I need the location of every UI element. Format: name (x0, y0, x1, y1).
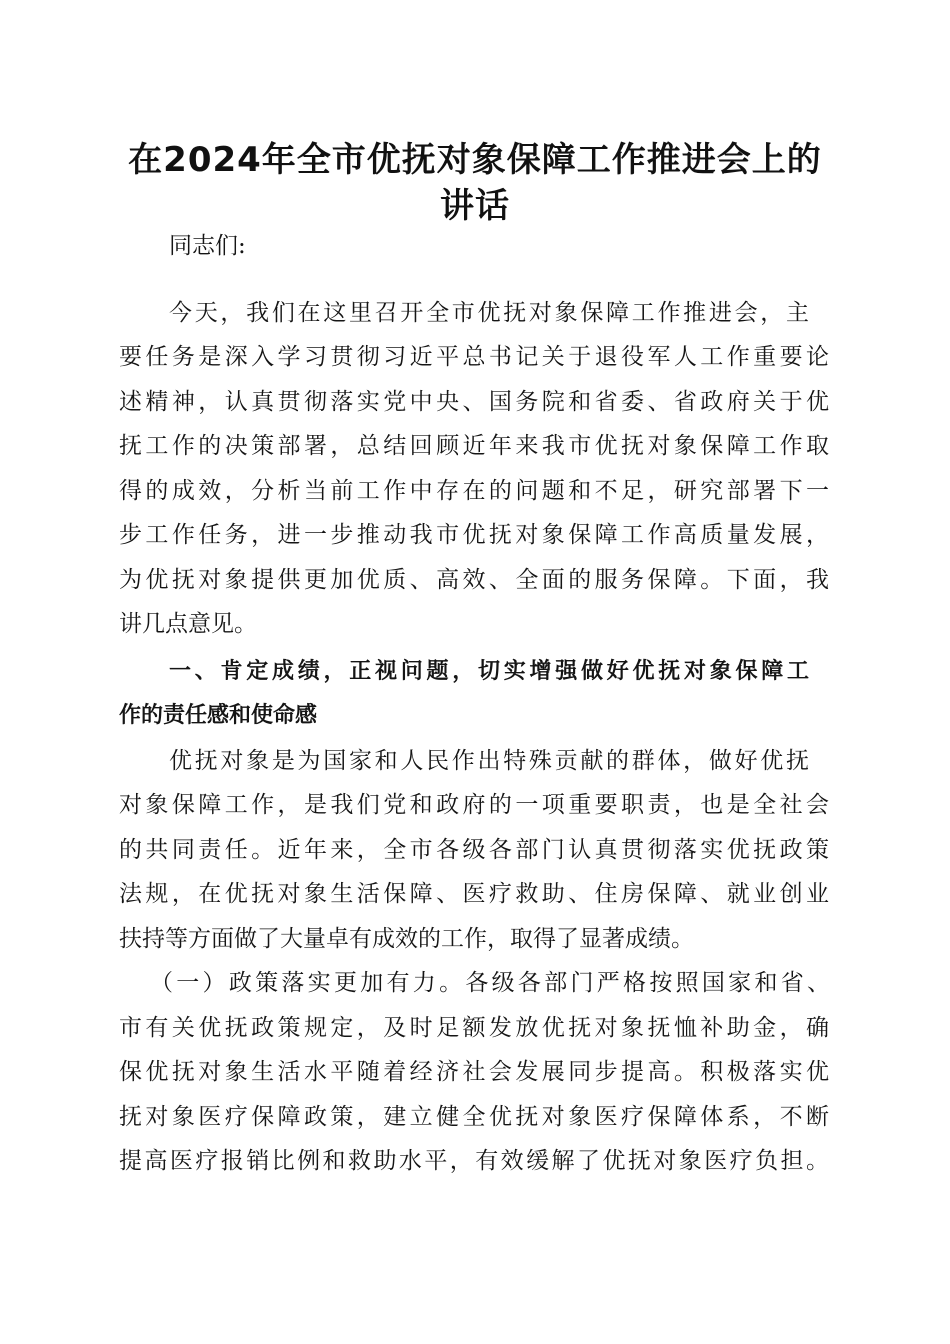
document-title-line-2: 讲话 (440, 186, 510, 226)
paragraph-line: 讲几点意见。 (119, 611, 257, 637)
paragraph-line: 述精神，认真贯彻落实党中央、国务院和省委、省政府关于优 (119, 389, 829, 415)
salutation: 同志们: (169, 233, 246, 259)
subsection-paragraph-line: （一）政策落实更加有力。各级各部门严格按照国家和省、 (150, 970, 830, 996)
document-title-line-1: 在2024年全市优抚对象保障工作推进会上的 (128, 140, 822, 180)
paragraph-line: 今天，我们在这里召开全市优抚对象保障工作推进会，主 (169, 300, 809, 326)
paragraph-line: 优抚对象是为国家和人民作出特殊贡献的群体，做好优抚 (169, 748, 809, 774)
paragraph-line: 要任务是深入学习贯彻习近平总书记关于退役军人工作重要论 (119, 344, 829, 370)
paragraph-line: 得的成效，分析当前工作中存在的问题和不足，研究部署下一 (119, 478, 829, 504)
paragraph-line: 抚对象医疗保障政策，建立健全优抚对象医疗保障体系，不断 (119, 1104, 829, 1130)
paragraph-line: 市有关优抚政策规定，及时足额发放优抚对象抚恤补助金，确 (119, 1015, 829, 1041)
paragraph-line: 的共同责任。近年来，全市各级各部门认真贯彻落实优抚政策 (119, 837, 829, 863)
section-heading-line: 一、肯定成绩，正视问题，切实增强做好优抚对象保障工 (169, 659, 809, 684)
paragraph-line: 对象保障工作，是我们党和政府的一项重要职责，也是全社会 (119, 792, 829, 818)
paragraph-line: 抚工作的决策部署，总结回顾近年来我市优抚对象保障工作取 (119, 433, 829, 459)
paragraph-line: 法规，在优抚对象生活保障、医疗救助、住房保障、就业创业 (119, 881, 829, 907)
section-heading-line: 作的责任感和使命感 (119, 703, 318, 728)
paragraph-line: 扶持等方面做了大量卓有成效的工作，取得了显著成绩。 (119, 926, 694, 952)
paragraph-line: 保优抚对象生活水平随着经济社会发展同步提高。积极落实优 (119, 1059, 829, 1085)
paragraph-line: 步工作任务，进一步推动我市优抚对象保障工作高质量发展， (119, 522, 829, 548)
paragraph-line: 为优抚对象提供更加优质、高效、全面的服务保障。下面，我 (119, 567, 829, 593)
paragraph-line: 提高医疗报销比例和救助水平，有效缓解了优抚对象医疗负担。 (119, 1148, 829, 1174)
